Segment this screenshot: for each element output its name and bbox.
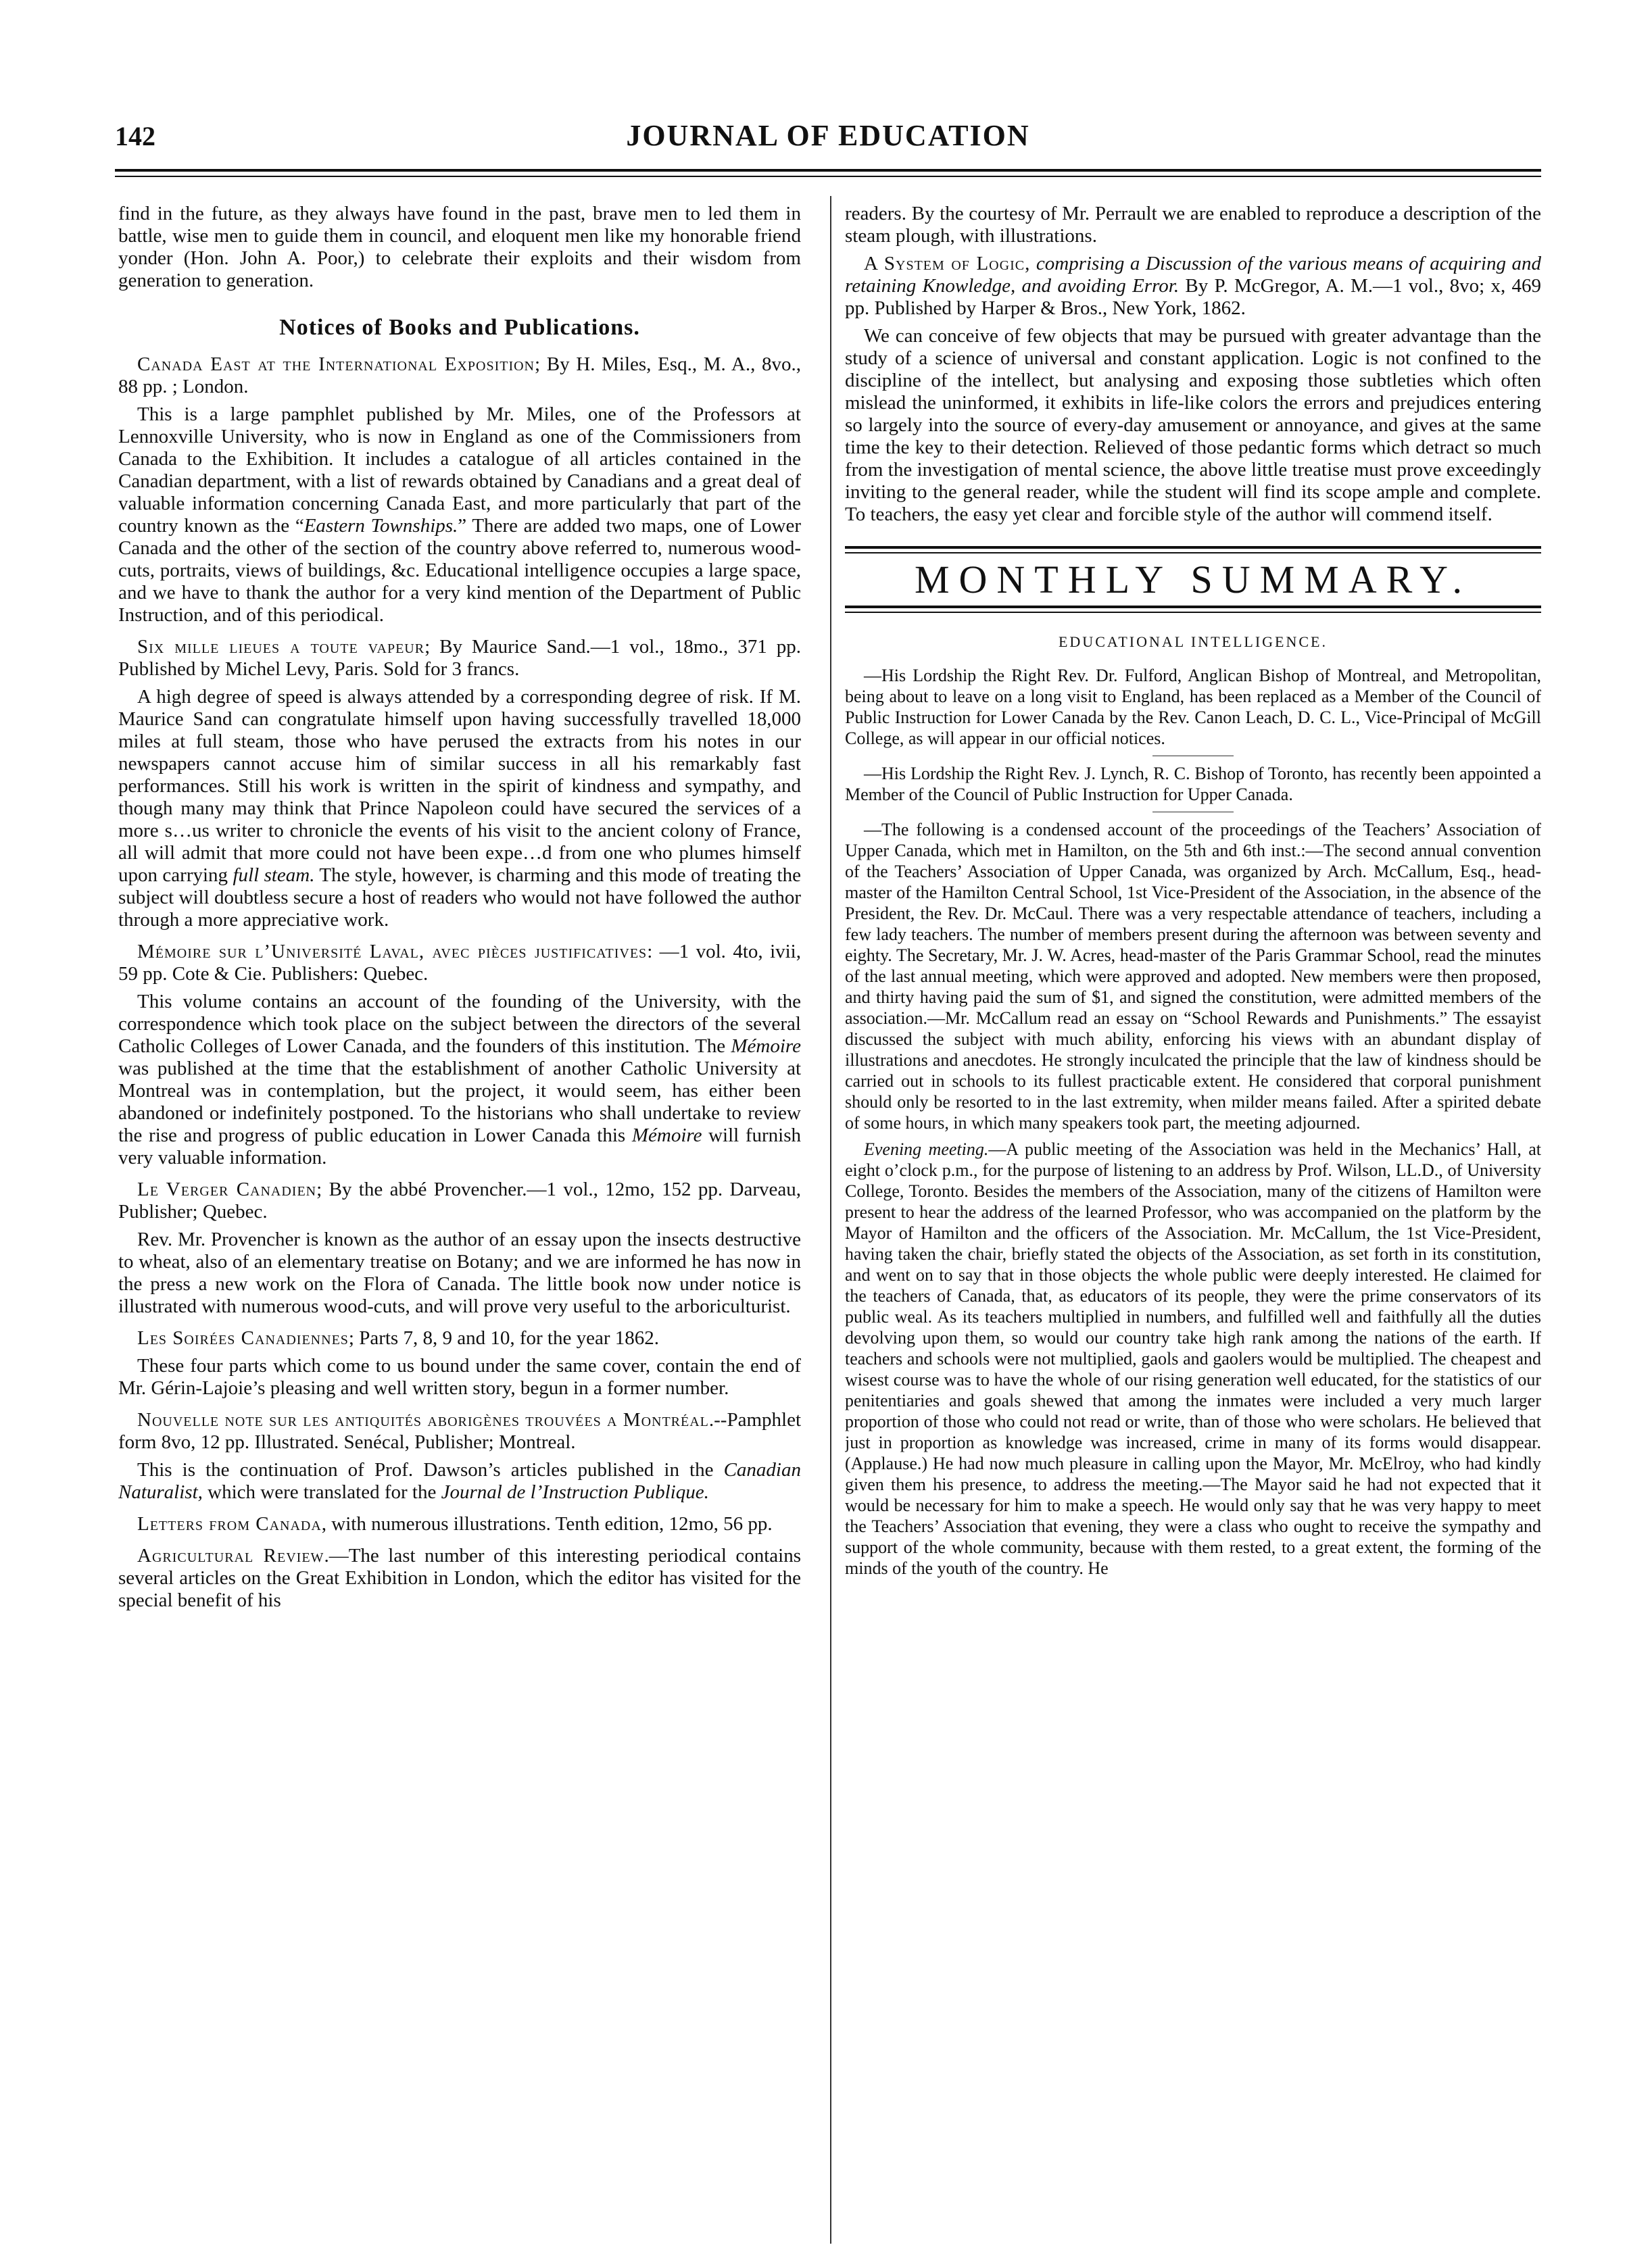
notice-title: Les Soirées Canadiennes (137, 1327, 349, 1349)
news-item-italic: Evening meeting. (864, 1139, 989, 1159)
notice-body-italic: Mémoire (731, 1035, 801, 1057)
notice-title: Agricultural Review (137, 1545, 324, 1567)
news-item: —The following is a condensed account of the proceedings of the Teachers’ Association of Upper Canada, which met in Hamilton, on the 5th and 6th inst.:—The second annual convention of the Teachers’ Association of Upper Canada, was organized by Arch. McCallum, Esq., head-master of the Hamilton Central School, 1st Vice-President of the Association, in the absence of the President, the Rev. Dr. McCaul. There was a very respectable attendance of teachers, including a few lady teachers. The number of members present during the afternoon was between seventy and eighty. The Secretary, Mr. J. W. Acres, head-master of the Paris Grammar School, read the minutes of the last annual meeting, which were approved and adopted. New members were then proposed, and thirty having paid the sum of $1, and signed the constitution, were admitted members of the association.—Mr. McCallum read an essay on “School Rewards and Punishments.” The essayist discussed the subject with much ability, enforcing his views with an abundant display of illustrations and anecdotes. He strongly inculcated the principle that the law of kindness should be carried out in schools to its fullest practicable extent. He considered that corporal punishment should only be resorted to in the last extremity, when milder means failed. After a spirited debate of some hours, in which many speakers took part, the meeting adjourned. (845, 820, 1541, 1133)
book-notice (118, 636, 801, 931)
notice-meta: ; By the abbé Provencher.—1 vol., 12mo, 152 pp. Darveau, Publisher; Quebec. (118, 1179, 801, 1223)
notice-title: Le Verger Canadien (137, 1179, 317, 1200)
notice-meta: : —1 vol. 4to, ivii, 59 pp. Cote & Cie. Publishers: Quebec. (118, 941, 801, 985)
notice-body: was published at the time that the establishment of another Catholic University at Montreal was in contemplation, but the project, it would seem, has either been abandoned or indefinitely postponed. To the historians who shall undertake to review the rise and progress of public education in Lower Canada this (118, 1058, 801, 1146)
notice-meta: ; By H. Miles, Esq., M. A., 8vo., 88 pp. ; London. (118, 353, 801, 397)
notice-meta: .--Pamphlet form 8vo, 12 pp. Illustrated. Senécal, Publisher; Montreal. (118, 1409, 801, 1453)
notice-meta: .—The last number of this interesting periodical contains several articles on the Great Exhibition in London, which the editor has visited for the special benefit of his (118, 1545, 801, 1611)
book-notice (118, 1513, 801, 1535)
subsection-heading: EDUCATIONAL INTELLIGENCE. (1058, 633, 1328, 650)
notice-body: This is a large pamphlet published by Mr. Miles, one of the Professors at Lennoxville University, who is now in England as one of the Commissioners from Canada to the Exhibition. It includes a catalogue of all articles contained in the Canadian department, with a list of rewards obtained by Canadians and a great deal of valuable information concerning Canada East, and more particularly that part of the country known as the “ (118, 403, 801, 537)
notice-body: These four parts which come to us bound under the same cover, contain the end of Mr. Gérin-Lajoie’s pleasing and well written story, begun in a former number. (118, 1355, 801, 1399)
notice-body: The style, however, is charming and this mode of treating the subject will doubtless secure a host of readers who would not have followed the author through a more appreciative work. (118, 864, 801, 931)
book-notice (118, 353, 801, 626)
news-item: —A public meeting of the Association was held in the Mechanics’ Hall, at eight o’clock p.m., for the purpose of listening to an address by Prof. Wilson, LL.D., of University College, Toronto. Besides the members of the Association, many of the citizens of Hamilton were present to hear the address of the learned Professor, who was accompanied on the platform by the Mayor of Hamilton and the officers of the Association. Mr. McCallum, the 1st Vice-President, having taken the chair, briefly stated the objects of the Association, as set forth in its constitution, and went on to say that in those objects the whole public were deeply interested. He claimed for the teachers of Canada, that, as educators of its people, they were the prime conservators of its public weal. As its teachers multiplied in numbers, and fulfilled well and faithfully all the duties devolving upon them, so would our country take high rank among the nations of the earth. If teachers and schools were not multiplied, gaols and gaolers would be multiplied. The cheapest and wisest course was to have the whole of our rising generation well educated, for the statistics of our penitentiaries and goals shewed that among the inmates were included a very much larger proportion of those who could not read or write, than of those who were scholars. He believed that just in proportion as knowledge was increased, crime in many of its forms would disappear. (Applause.) He had now much pleasure in calling upon the Mayor, Mr. McElroy, who had kindly given them his presence, to address the meeting.—The Mayor said he had not expected that it would be necessary for him to make a speech. He would only say that he was very happy to meet the Teachers’ Association that evening, they were a class who ought to receive the sympathy and support of the whole community, because with them rested, to a great extent, the forming of the minds of the youth of the country. He (845, 1139, 1541, 1578)
monthly-summary-title: MONTHLY SUMMARY. (914, 558, 1472, 601)
book-notice (118, 1545, 801, 1612)
notice-body: will furnish very valuable information. (118, 1125, 801, 1168)
paragraph: find in the future, as they always have found in the past, brave men to led them in battle, wise men to guide them in council, and eloquent men like my honorable friend yonder (Hon. John A. Poor,) to celebrate their exploits and their wisdom from generation to generation. (118, 203, 801, 291)
notice-title: A System of Logic, (864, 253, 1031, 274)
notice-meta: , with numerous illustrations. Tenth edition, 12mo, 56 pp. (321, 1513, 773, 1535)
notice-body: ” There are added two maps, one of Lower Canada and the other of the section of the country above referred to, numerous wood-cuts, portraits, views of buildings, &c. Educational intelligence occupies a large space, and we have to thank the author for a very kind mention of the Department of Public Instruction, and of this periodical. (118, 515, 801, 626)
notice-meta: ; By Maurice Sand.—1 vol., 18mo., 371 pp. Published by Michel Levy, Paris. Sold for 3 francs. (118, 636, 801, 680)
news-item: —His Lordship the Right Rev. J. Lynch, R. C. Bishop of Toronto, has recently been appointed a Member of the Council of Public Instruction for Upper Canada. (845, 764, 1541, 804)
book-notice (118, 1409, 801, 1504)
notice-body: This volume contains an account of the founding of the University, with the correspondence which took place on the subject between the directors of the several Catholic Colleges of Lower Canada, and the founders of this institution. The (118, 991, 801, 1057)
notice-body: A high degree of speed is always attended by a corresponding degree of risk. If M. Maurice Sand can congratulate himself upon having successfully travelled 18,000 miles at full steam, those who have perused the extracts from his notes in our newspapers cannot accuse him of similar success in all his remarkably fast performances. Still his work is written in the spirit of kindness and sympathy, and though many may think that Prince Napoleon could have secured the services of a more s…us writer to chronicle the events of his visit to the ancient colony of France, all will admit that more could not have been expe…d from one who plumes himself upon carrying (118, 686, 801, 886)
page-header (115, 115, 1541, 162)
page-number: 142 (115, 121, 155, 151)
book-notice (118, 1179, 801, 1318)
right-column (845, 203, 1541, 2230)
book-notice (118, 1327, 801, 1400)
header-rule (115, 169, 1541, 177)
notice-body: We can conceive of few objects that may be pursued with greater advantage than the study of a science of universal and constant application. Logic is not confined to the discipline of the intellect, but analysing and exposing those subtleties which often mislead the uninformed, it exhibits in life-like colors the errors and prejudices entering so largely into the source of every-day amusement or annoyance, and gives at the same time the key to their detection. Relieved of those pedantic forms which detract so much from the investigation of mental science, the above little treatise must prove exceedingly inviting to the general reader, while the student will find its scope ample and complete. To teachers, the easy yet clear and forcible style of the author will commend itself. (845, 325, 1541, 525)
notice-body-italic: full steam. (233, 864, 315, 886)
news-item: —His Lordship the Right Rev. Dr. Fulford, Anglican Bishop of Montreal, and Metropolitan, being about to leave on a long visit to England, has been replaced as a Member of the Council of Public Instruction for Lower Canada by the Rev. Canon Leach, D. C. L., Vice-Principal of McGill College, as will appear in our official notices. (845, 666, 1541, 748)
column-divider (830, 196, 831, 2244)
running-title: JOURNAL OF EDUCATION (626, 119, 1030, 152)
notice-meta: By P. McGregor, A. M.—1 vol., 8vo; x, 469 pp. Published by Harper & Bros., New York, 1862. (845, 275, 1541, 319)
notice-body-italic: Mémoire (631, 1125, 702, 1146)
notice-title: Letters from Canada (137, 1513, 322, 1535)
notice-title: Six mille lieues a toute vapeur (137, 636, 425, 658)
notice-body-italic: Journal de l’Instruction Publique. (441, 1481, 709, 1503)
notice-title: Nouvelle note sur les antiquités aborigènes trouvées a Montréal (137, 1409, 709, 1431)
notice-title-italic: comprising a Discussion of the various means of acquiring and retaining Knowledge, and avoiding Error. (845, 253, 1541, 297)
notice-body: Rev. Mr. Provencher is known as the author of an essay upon the insects destructive to wheat, also of an elementary treatise on Botany; and we are informed he has now in the press a new work on the Flora of Canada. The little book now under notice is illustrated with numerous wood-cuts, and will prove very useful to the arboriculturist. (118, 1229, 801, 1317)
section-heading: Notices of Books and Publications. (279, 315, 640, 340)
left-column (118, 203, 801, 2230)
notice-body: which were translated for the (202, 1481, 441, 1503)
notice-title: Mémoire sur l’Université Laval, avec pièces justificatives (137, 941, 648, 962)
paragraph: readers. By the courtesy of Mr. Perrault we are enabled to reproduce a description of the steam plough, with illustrations. (845, 203, 1541, 247)
notice-meta: ; Parts 7, 8, 9 and 10, for the year 1862. (348, 1327, 659, 1349)
notice-body: This is the continuation of Prof. Dawson’s articles published in the (137, 1459, 724, 1481)
monthly-summary-block (845, 546, 1541, 613)
notice-body-italic: Canadian Naturalist, (118, 1459, 801, 1503)
book-notice (118, 941, 801, 1169)
rule (845, 606, 1541, 613)
notice-title: Canada East at the International Exposition (137, 353, 535, 375)
book-notice (845, 253, 1541, 526)
rule (845, 546, 1541, 553)
notice-body-italic: Eastern Townships. (303, 515, 458, 537)
